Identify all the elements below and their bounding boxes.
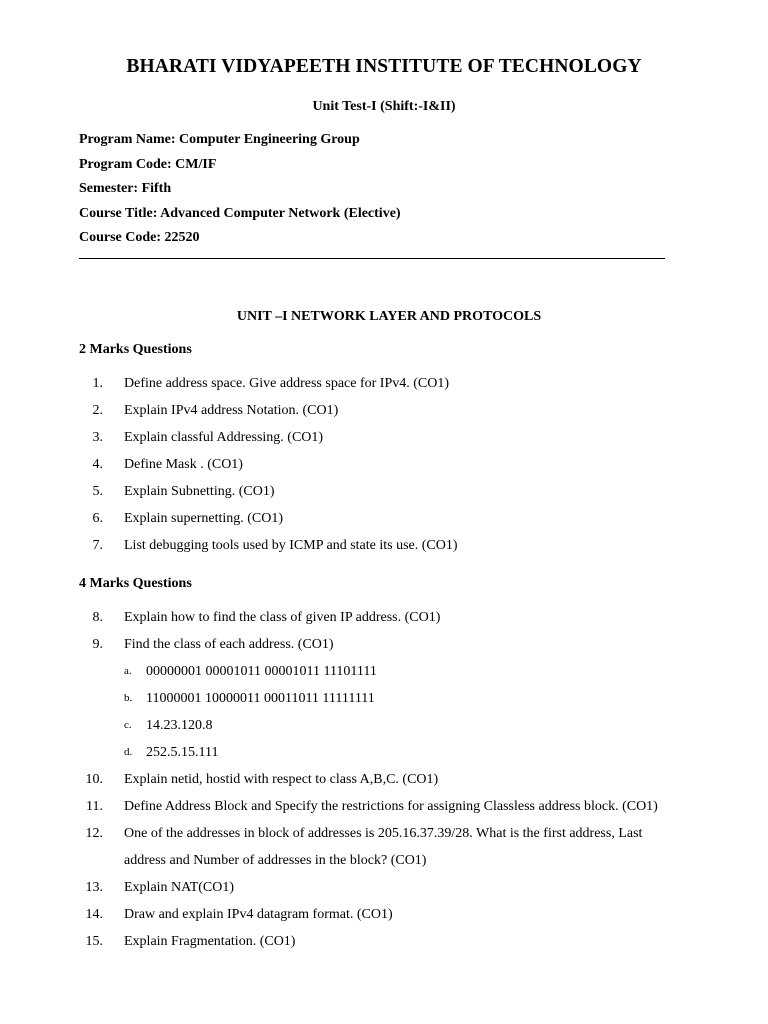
question-text: Explain how to find the class of given IP address. (CO1) <box>124 610 441 625</box>
question-number: 2. <box>92 403 103 418</box>
course-meta <box>79 131 401 254</box>
question-number: b. <box>124 692 133 704</box>
sub-question-item <box>79 658 719 685</box>
question-text: One of the addresses in block of addresses is 205.16.37.39/28. What is the first address, Last <box>124 826 643 841</box>
question-text: Explain classful Addressing. (CO1) <box>124 430 324 445</box>
question-list-2-marks <box>79 370 719 559</box>
question-text: address and Number of addresses in the block? (CO1) <box>124 853 427 868</box>
question-item <box>79 370 719 397</box>
question-item <box>79 793 719 820</box>
question-text: 11000001 10000011 00011011 11111111 <box>146 691 375 706</box>
question-number: 4. <box>92 457 103 472</box>
question-number: 7. <box>92 538 103 553</box>
question-list-4-marks <box>79 604 719 955</box>
question-number: c. <box>124 719 132 731</box>
question-item <box>79 505 719 532</box>
question-item <box>79 847 719 874</box>
question-text: Explain supernetting. (CO1) <box>124 511 284 526</box>
unit-heading: UNIT –I NETWORK LAYER AND PROTOCOLS <box>236 309 542 324</box>
sub-question-item <box>79 685 719 712</box>
question-text: Explain IPv4 address Notation. (CO1) <box>124 403 339 418</box>
test-subtitle: Unit Test-I (Shift:-I&II) <box>312 99 456 114</box>
question-number: 8. <box>92 610 103 625</box>
section-heading-4-marks: 4 Marks Questions <box>79 576 192 591</box>
institute-title: BHARATI VIDYAPEETH INSTITUTE OF TECHNOLOGY <box>126 56 642 77</box>
question-item <box>79 631 719 658</box>
meta-program-code: Program Code: CM/IF <box>79 156 217 172</box>
question-text: 00000001 00001011 00001011 11101111 <box>146 664 377 679</box>
sub-question-item <box>79 739 719 766</box>
question-text: List debugging tools used by ICMP and state its use. (CO1) <box>124 538 458 553</box>
question-item <box>79 424 719 451</box>
question-text: Define Address Block and Specify the restrictions for assigning Classless address block. (CO1) <box>124 799 658 814</box>
question-text: Define address space. Give address space for IPv4. (CO1) <box>124 376 450 391</box>
question-item <box>79 532 719 559</box>
question-number: 6. <box>92 511 103 526</box>
question-number: 15. <box>85 934 103 949</box>
sub-question-item <box>79 712 719 739</box>
question-number: 1. <box>92 376 103 391</box>
question-item <box>79 820 719 847</box>
meta-semester: Semester: Fifth <box>79 181 172 196</box>
question-number: 13. <box>85 880 103 895</box>
question-number: 10. <box>85 772 103 787</box>
question-number: 5. <box>92 484 103 499</box>
question-item <box>79 478 719 505</box>
question-item <box>79 901 719 928</box>
question-text: Explain Subnetting. (CO1) <box>124 484 275 499</box>
question-text: Draw and explain IPv4 datagram format. (CO1) <box>124 907 393 922</box>
question-text: Explain NAT(CO1) <box>124 880 235 895</box>
section-heading-2-marks: 2 Marks Questions <box>79 342 192 357</box>
meta-course-code: Course Code: 22520 <box>79 230 200 245</box>
question-item <box>79 928 719 955</box>
question-text: 252.5.15.111 <box>146 745 219 760</box>
question-number: d. <box>124 746 133 758</box>
question-text: Define Mask . (CO1) <box>124 457 243 472</box>
meta-course-title: Course Title: Advanced Computer Network (Elective) <box>79 205 401 221</box>
question-number: 14. <box>85 907 103 922</box>
header-divider <box>79 258 665 259</box>
question-number: 9. <box>92 637 103 652</box>
question-text: Explain Fragmentation. (CO1) <box>124 934 296 949</box>
question-number: 11. <box>86 799 103 814</box>
question-number: a. <box>124 665 132 677</box>
question-number: 12. <box>85 826 103 841</box>
question-item <box>79 874 719 901</box>
question-text: 14.23.120.8 <box>146 718 213 733</box>
question-text: Explain netid, hostid with respect to class A,B,C. (CO1) <box>124 772 439 787</box>
question-number: 3. <box>92 430 103 445</box>
question-text: Find the class of each address. (CO1) <box>124 637 334 652</box>
meta-program-name: Program Name: Computer Engineering Group <box>79 132 360 147</box>
question-item <box>79 766 719 793</box>
question-item <box>79 397 719 424</box>
question-item <box>79 451 719 478</box>
question-item <box>79 604 719 631</box>
